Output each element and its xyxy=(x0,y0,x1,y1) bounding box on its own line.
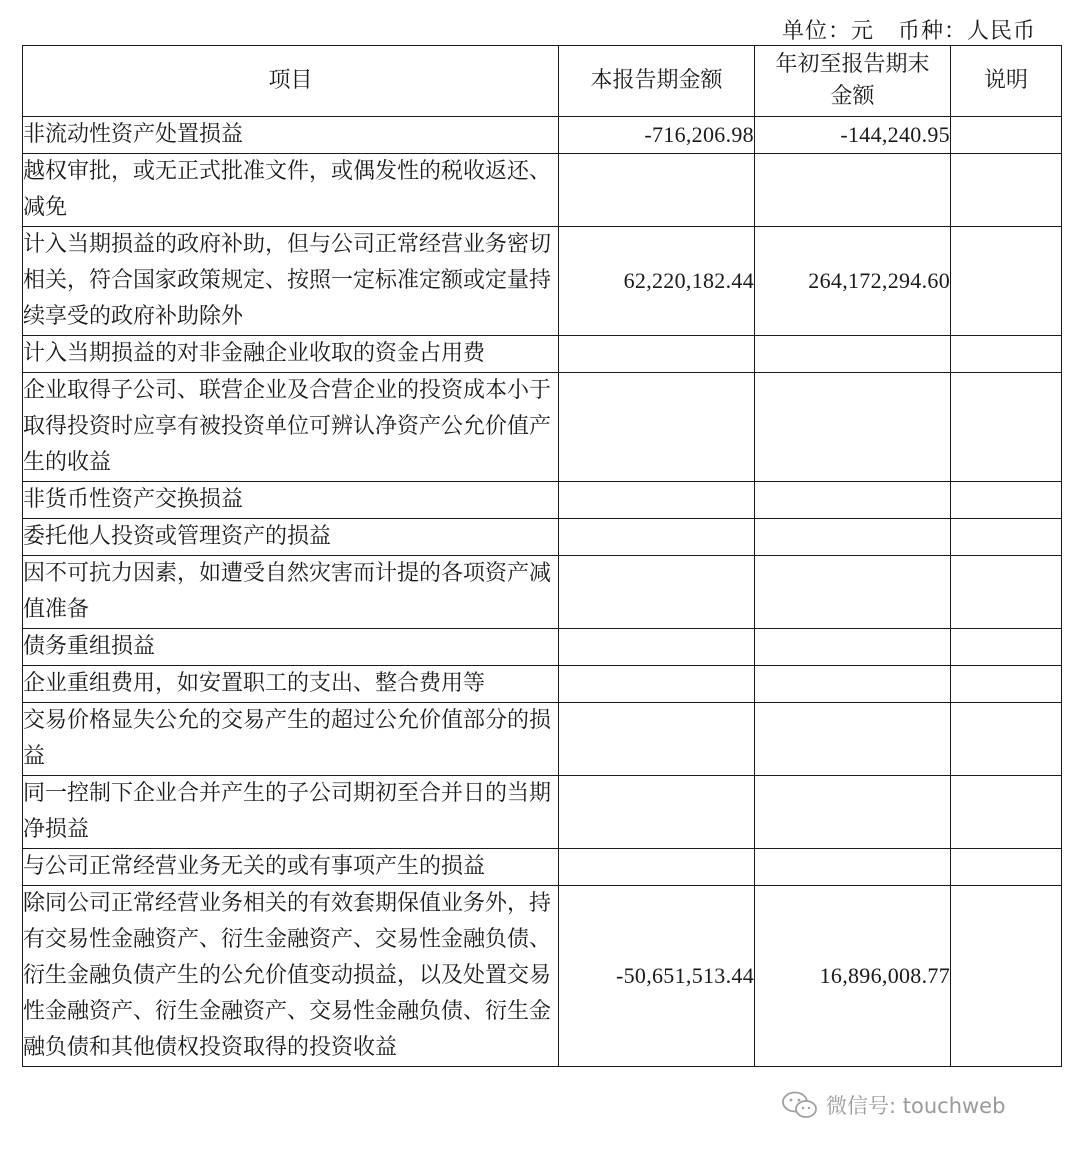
row-note xyxy=(951,154,1062,227)
table-row xyxy=(23,703,1062,776)
row-ytd-amount xyxy=(755,482,951,519)
row-note xyxy=(951,886,1062,1067)
row-current-amount xyxy=(559,776,755,849)
row-item: 交易价格显失公允的交易产生的超过公允价值部分的损益 xyxy=(23,703,559,776)
row-current-amount: 62,220,182.44 xyxy=(559,227,755,336)
row-note xyxy=(951,849,1062,886)
row-ytd-amount xyxy=(755,666,951,703)
row-current-amount xyxy=(559,703,755,776)
row-current-amount xyxy=(559,373,755,482)
row-note xyxy=(951,776,1062,849)
row-note xyxy=(951,336,1062,373)
row-ytd-amount xyxy=(755,849,951,886)
wechat-icon xyxy=(780,1090,820,1120)
row-note xyxy=(951,519,1062,556)
table-row xyxy=(23,117,1062,154)
row-item: 委托他人投资或管理资产的损益 xyxy=(23,519,559,556)
row-note xyxy=(951,556,1062,629)
row-item: 企业重组费用，如安置职工的支出、整合费用等 xyxy=(23,666,559,703)
table-row xyxy=(23,629,1062,666)
row-note xyxy=(951,703,1062,776)
row-item: 计入当期损益的政府补助，但与公司正常经营业务密切相关，符合国家政策规定、按照一定标准定额或定量持续享受的政府补助除外 xyxy=(23,227,559,336)
row-item: 债务重组损益 xyxy=(23,629,559,666)
row-item: 非货币性资产交换损益 xyxy=(23,482,559,519)
row-note xyxy=(951,117,1062,154)
row-current-amount xyxy=(559,519,755,556)
row-ytd-amount: -144,240.95 xyxy=(755,117,951,154)
row-current-amount: -716,206.98 xyxy=(559,117,755,154)
table-row xyxy=(23,886,1062,1067)
row-ytd-amount xyxy=(755,703,951,776)
row-item: 非流动性资产处置损益 xyxy=(23,117,559,154)
row-current-amount xyxy=(559,556,755,629)
wechat-watermark xyxy=(780,1090,1005,1120)
row-ytd-amount xyxy=(755,556,951,629)
row-note xyxy=(951,227,1062,336)
table-row xyxy=(23,519,1062,556)
non-recurring-gains-table xyxy=(22,45,1062,1067)
row-ytd-amount xyxy=(755,776,951,849)
row-current-amount xyxy=(559,154,755,227)
row-ytd-amount xyxy=(755,629,951,666)
row-item: 企业取得子公司、联营企业及合营企业的投资成本小于取得投资时应享有被投资单位可辨认净资产公允价值产生的收益 xyxy=(23,373,559,482)
row-note xyxy=(951,666,1062,703)
table-row xyxy=(23,776,1062,849)
header-item: 项目 xyxy=(23,46,559,117)
table-row xyxy=(23,373,1062,482)
row-item: 越权审批，或无正式批准文件，或偶发性的税收返还、减免 xyxy=(23,154,559,227)
table-body xyxy=(23,117,1062,1067)
row-ytd-amount xyxy=(755,154,951,227)
table-row xyxy=(23,666,1062,703)
table-header-row xyxy=(23,46,1062,117)
row-ytd-amount xyxy=(755,336,951,373)
row-ytd-amount: 16,896,008.77 xyxy=(755,886,951,1067)
row-current-amount xyxy=(559,666,755,703)
header-note: 说明 xyxy=(951,46,1062,117)
row-current-amount xyxy=(559,849,755,886)
table-row xyxy=(23,227,1062,336)
table-row xyxy=(23,556,1062,629)
row-note xyxy=(951,629,1062,666)
row-ytd-amount xyxy=(755,519,951,556)
table-row xyxy=(23,154,1062,227)
row-item: 除同公司正常经营业务相关的有效套期保值业务外，持有交易性金融资产、衍生金融资产、交易性金融负债、衍生金融负债产生的公允价值变动损益，以及处置交易性金融资产、衍生金融资产、交易性金融负债、衍生金融负债和其他债权投资取得的投资收益 xyxy=(23,886,559,1067)
unit-label: 单位：元 xyxy=(781,19,874,44)
row-item: 计入当期损益的对非金融企业收取的资金占用费 xyxy=(23,336,559,373)
row-current-amount: -50,651,513.44 xyxy=(559,886,755,1067)
row-current-amount xyxy=(559,482,755,519)
row-current-amount xyxy=(559,629,755,666)
table-row xyxy=(23,482,1062,519)
row-note xyxy=(951,482,1062,519)
unit-line xyxy=(782,14,1036,45)
row-note xyxy=(951,373,1062,482)
row-current-amount xyxy=(559,336,755,373)
header-ytd: 年初至报告期末金额 xyxy=(755,46,951,117)
table-row xyxy=(23,336,1062,373)
row-item: 同一控制下企业合并产生的子公司期初至合并日的当期净损益 xyxy=(23,776,559,849)
row-item: 与公司正常经营业务无关的或有事项产生的损益 xyxy=(23,849,559,886)
row-ytd-amount: 264,172,294.60 xyxy=(755,227,951,336)
currency-label: 币种：人民币 xyxy=(897,19,1036,44)
row-ytd-amount xyxy=(755,373,951,482)
watermark-text: 微信号: touchweb xyxy=(826,1094,1006,1118)
table-row xyxy=(23,849,1062,886)
header-current-period: 本报告期金额 xyxy=(559,46,755,117)
row-item: 因不可抗力因素，如遭受自然灾害而计提的各项资产减值准备 xyxy=(23,556,559,629)
